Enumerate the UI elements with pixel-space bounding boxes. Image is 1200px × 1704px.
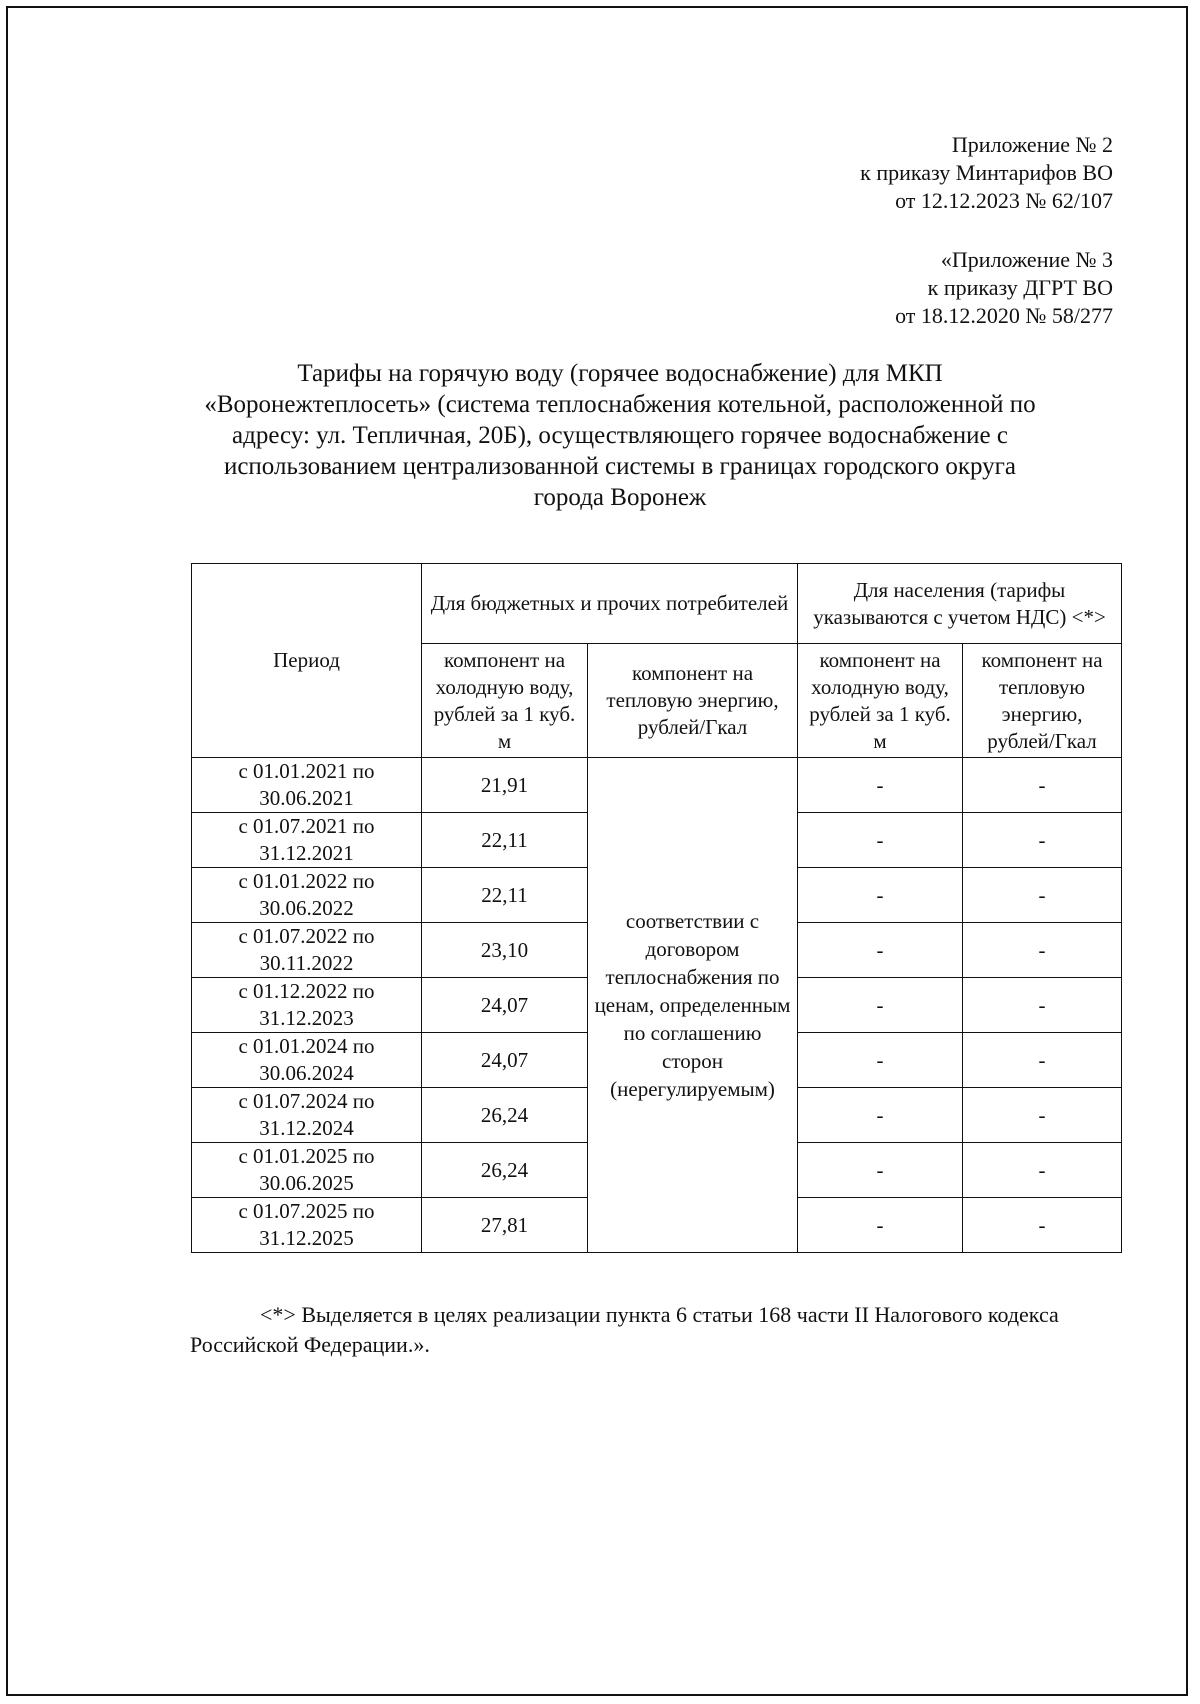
population-heat-value: - bbox=[963, 1088, 1122, 1143]
period-cell: с 01.01.2024 по 30.06.2024 bbox=[192, 1033, 422, 1088]
appendix-order-date: от 12.12.2023 № 62/107 bbox=[895, 188, 1113, 213]
population-cold-value: - bbox=[798, 923, 963, 978]
cold-water-value: 26,24 bbox=[422, 1088, 588, 1143]
cold-water-value: 22,11 bbox=[422, 813, 588, 868]
cold-water-value: 27,81 bbox=[422, 1198, 588, 1253]
population-heat-value: - bbox=[963, 758, 1122, 813]
title-line: города Воронеж bbox=[533, 484, 707, 511]
cold-water-value: 24,07 bbox=[422, 1033, 588, 1088]
title-line: Тарифы на горячую воду (горячее водоснабжение) для МКП bbox=[297, 360, 943, 387]
period-cell: с 01.07.2024 по 31.12.2024 bbox=[192, 1088, 422, 1143]
population-cold-value: - bbox=[798, 758, 963, 813]
document-title bbox=[150, 358, 1090, 513]
population-heat-energy-header: компонент на тепловую энергию, рублей/Гкал bbox=[963, 644, 1122, 758]
population-cold-value: - bbox=[798, 868, 963, 923]
cold-water-value: 21,91 bbox=[422, 758, 588, 813]
population-heat-value: - bbox=[963, 1033, 1122, 1088]
heat-energy-merged-cell: соответствии с договором теплоснабжения по ценам, определенным по соглашению сторон (нерегулируемым) bbox=[588, 758, 798, 1253]
original-appendix-number: «Приложение № 3 bbox=[940, 247, 1113, 272]
period-cell: с 01.07.2021 по 31.12.2021 bbox=[192, 813, 422, 868]
period-header: Период bbox=[192, 564, 422, 758]
period-cell: с 01.07.2025 по 31.12.2025 bbox=[192, 1198, 422, 1253]
period-cell: с 01.01.2025 по 30.06.2025 bbox=[192, 1143, 422, 1198]
population-heat-value: - bbox=[963, 978, 1122, 1033]
population-cold-value: - bbox=[798, 1143, 963, 1198]
original-order-ref: к приказу ДГРТ ВО bbox=[927, 275, 1113, 300]
appendix-order-ref: к приказу Минтарифов ВО bbox=[860, 160, 1113, 185]
appendix-header bbox=[860, 131, 1113, 215]
tariff-table bbox=[191, 563, 1122, 1253]
title-line: «Воронежтеплосеть» (система теплоснабжения котельной, расположенной по bbox=[204, 391, 1036, 418]
period-cell: с 01.01.2022 по 30.06.2022 bbox=[192, 868, 422, 923]
appendix-number: Приложение № 2 bbox=[951, 132, 1113, 157]
population-heat-value: - bbox=[963, 923, 1122, 978]
population-heat-value: - bbox=[963, 813, 1122, 868]
footnote-text: <*> Выделяется в целях реализации пункта 6 статьи 168 части II Налогового кодекса bbox=[260, 1302, 1059, 1327]
table-row bbox=[192, 758, 1122, 813]
original-order-date: от 18.12.2020 № 58/277 bbox=[895, 303, 1113, 328]
population-cold-value: - bbox=[798, 1198, 963, 1253]
cold-water-value: 24,07 bbox=[422, 978, 588, 1033]
cold-water-value: 22,11 bbox=[422, 868, 588, 923]
population-heat-value: - bbox=[963, 868, 1122, 923]
population-cold-value: - bbox=[798, 978, 963, 1033]
period-cell: с 01.07.2022 по 30.11.2022 bbox=[192, 923, 422, 978]
population-cold-water-header: компонент на холодную воду, рублей за 1 куб. м bbox=[798, 644, 963, 758]
footnote bbox=[190, 1300, 1135, 1360]
title-line: адресу: ул. Тепличная, 20Б), осуществляющего горячее водоснабжение с bbox=[232, 422, 1008, 449]
budget-cold-water-header: компонент на холодную воду, рублей за 1 куб. м bbox=[422, 644, 588, 758]
footnote-text-continued: Российской Федерации.». bbox=[190, 1332, 430, 1357]
population-cold-value: - bbox=[798, 1033, 963, 1088]
population-heat-value: - bbox=[963, 1143, 1122, 1198]
population-cold-value: - bbox=[798, 1088, 963, 1143]
cold-water-value: 26,24 bbox=[422, 1143, 588, 1198]
original-appendix-header bbox=[895, 246, 1113, 330]
budget-group-header: Для бюджетных и прочих потребителей bbox=[422, 564, 798, 644]
budget-heat-energy-header: компонент на тепловую энергию, рублей/Гкал bbox=[588, 644, 798, 758]
title-line: использованием централизованной системы в границах городского округа bbox=[223, 453, 1017, 480]
period-cell: с 01.01.2021 по 30.06.2021 bbox=[192, 758, 422, 813]
population-group-header: Для населения (тарифы указываются с учетом НДС) <*> bbox=[798, 564, 1122, 644]
population-heat-value: - bbox=[963, 1198, 1122, 1253]
cold-water-value: 23,10 bbox=[422, 923, 588, 978]
population-cold-value: - bbox=[798, 813, 963, 868]
period-cell: с 01.12.2022 по 31.12.2023 bbox=[192, 978, 422, 1033]
